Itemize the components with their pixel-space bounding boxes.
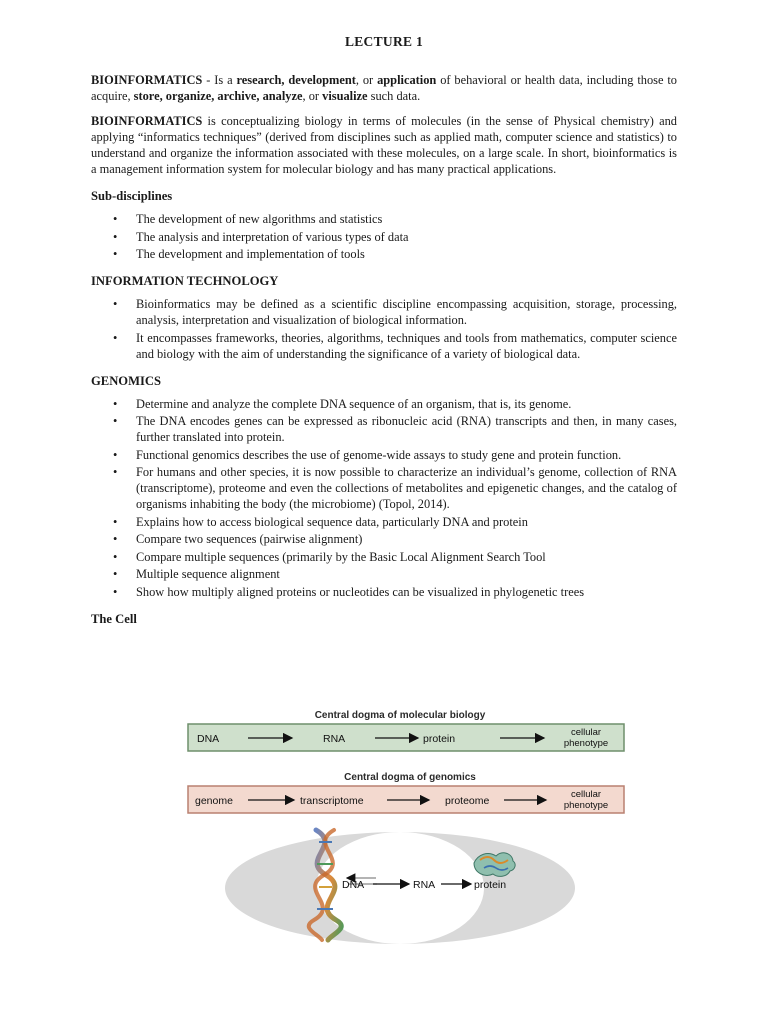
panel1-phenotype-line1: cellular bbox=[570, 727, 602, 738]
bullet-icon: • bbox=[113, 212, 118, 226]
bold-run: visualize bbox=[322, 89, 368, 103]
term: BIOINFORMATICS bbox=[91, 114, 203, 128]
bullet-icon: • bbox=[113, 584, 118, 599]
list-item bbox=[91, 584, 677, 600]
bullet-icon: • bbox=[113, 330, 118, 345]
panel3-item-dna: DNA bbox=[342, 879, 365, 891]
term: BIOINFORMATICS bbox=[91, 73, 203, 87]
bullet-icon: • bbox=[113, 297, 118, 311]
bullet-icon: • bbox=[113, 532, 118, 546]
section-heading-the-cell: The Cell bbox=[91, 611, 137, 626]
bullet-icon: • bbox=[113, 247, 118, 261]
bullet-icon: • bbox=[113, 549, 118, 564]
panel2-item-genome: genome bbox=[195, 795, 233, 807]
list-item-text: Show how multiply aligned proteins or nucleotides can be visualized in phylogenetic trees bbox=[136, 584, 585, 599]
list-item-text: Functional genomics describes the use of genome-wide assays to study gene and protein function. bbox=[136, 447, 622, 462]
panel3-item-rna: RNA bbox=[413, 879, 436, 891]
bullet-icon: • bbox=[113, 396, 118, 411]
list-item-text: The DNA encodes genes can be expressed as ribonucleic acid (RNA) transcripts and then, in many cases, further translated into protein. bbox=[136, 414, 677, 444]
list-item bbox=[91, 514, 677, 530]
list-item bbox=[91, 447, 677, 463]
panel2-title: Central dogma of genomics bbox=[344, 772, 476, 783]
protein-structure-icon bbox=[474, 853, 515, 877]
central-dogma-figure bbox=[182, 702, 634, 947]
text-run: of behavioral or health data, including those to acquire, bbox=[91, 73, 678, 103]
panel1-item-dna: DNA bbox=[197, 733, 220, 745]
list-item-text: Bioinformatics may be defined as a scientific discipline encompassing acquisition, storage, processing, analysis, interpretation and visualization of biological information. bbox=[136, 297, 677, 327]
bullet-icon: • bbox=[113, 514, 118, 529]
text-run: - Is a bbox=[202, 73, 237, 87]
list-item bbox=[91, 549, 677, 565]
bullet-icon: • bbox=[113, 567, 118, 581]
information-technology-list bbox=[91, 296, 677, 362]
document-body bbox=[91, 72, 677, 634]
list-item bbox=[91, 464, 677, 512]
bold-run: store, organize, archive, analyze bbox=[133, 89, 303, 103]
text-run: is conceptualizing biology in terms of molecules (in the sense of Physical chemistry) and applying “informatics techniques” (derived from disciplines such as applied math, computer science and statistics) to understand and organize the information associated with these molecules, on a large scale. In short, bioinformatics is a management information system for molecular biology and has many practical applications. bbox=[91, 114, 677, 176]
panel2-phenotype-line2: phenotype bbox=[563, 800, 609, 811]
panel3-item-protein: protein bbox=[474, 879, 507, 891]
panel2-item-transcriptome: transcriptome bbox=[300, 795, 364, 807]
bullet-icon: • bbox=[113, 465, 118, 479]
list-item-text: Determine and analyze the complete DNA sequence of an organism, that is, its genome. bbox=[136, 396, 572, 411]
list-item-text: For humans and other species, it is now possible to characterize an individual’s genome, collection of RNA (transcriptome), proteome and even the collections of metabolites and epigenetic changes, and the catalog of organisms inhabiting the body (the microbiome) (Topol, 2014). bbox=[136, 465, 677, 511]
panel1-item-rna: RNA bbox=[323, 733, 346, 745]
text-run: such data. bbox=[367, 89, 421, 103]
bold-run: application bbox=[377, 73, 437, 87]
lecture-title: LECTURE 1 bbox=[344, 34, 424, 49]
list-item-text: Explains how to access biological sequence data, particularly DNA and protein bbox=[136, 514, 528, 529]
panel2-phenotype-line1: cellular bbox=[570, 789, 602, 800]
list-item-text: Multiple sequence alignment bbox=[136, 567, 280, 581]
bullet-icon: • bbox=[113, 414, 118, 428]
genomics-list bbox=[91, 396, 677, 600]
panel1-phenotype-line2: phenotype bbox=[563, 738, 609, 749]
list-item-text: The analysis and interpretation of various types of data bbox=[136, 229, 409, 244]
list-item-text: Compare multiple sequences (primarily by the Basic Local Alignment Search Tool bbox=[136, 549, 546, 564]
panel1-title: Central dogma of molecular biology bbox=[314, 710, 486, 721]
list-item bbox=[91, 211, 677, 227]
section-heading-genomics: GENOMICS bbox=[91, 373, 161, 388]
list-item-text: Compare two sequences (pairwise alignment) bbox=[136, 532, 363, 546]
list-item bbox=[91, 413, 677, 445]
list-item bbox=[91, 396, 677, 412]
bold-run: research, development bbox=[236, 73, 356, 87]
section-heading-subdisciplines: Sub-disciplines bbox=[91, 189, 173, 203]
list-item-text: It encompasses frameworks, theories, algorithms, techniques and tools from mathematics, computer science and biology with the aim of understanding the significance of a variety of biological data. bbox=[136, 330, 677, 361]
definition-paragraph-2 bbox=[91, 113, 677, 177]
subdisciplines-list bbox=[91, 211, 677, 262]
central-dogma-diagram bbox=[182, 702, 634, 947]
list-item bbox=[91, 531, 677, 547]
bullet-icon: • bbox=[113, 447, 118, 462]
list-item bbox=[91, 296, 677, 328]
text-run: , or bbox=[302, 89, 323, 103]
section-heading-information-technology: INFORMATION TECHNOLOGY bbox=[91, 274, 279, 288]
definition-paragraph-1 bbox=[91, 72, 677, 104]
list-item-text: The development and implementation of tools bbox=[136, 247, 365, 261]
panel1-item-protein: protein bbox=[423, 733, 456, 745]
list-item bbox=[91, 330, 677, 362]
list-item-text: The development of new algorithms and statistics bbox=[136, 212, 383, 226]
bullet-icon: • bbox=[113, 229, 118, 244]
list-item bbox=[91, 246, 677, 262]
panel2-item-proteome: proteome bbox=[445, 795, 490, 807]
text-run: , or bbox=[355, 73, 378, 87]
list-item bbox=[91, 566, 677, 582]
list-item bbox=[91, 229, 677, 245]
